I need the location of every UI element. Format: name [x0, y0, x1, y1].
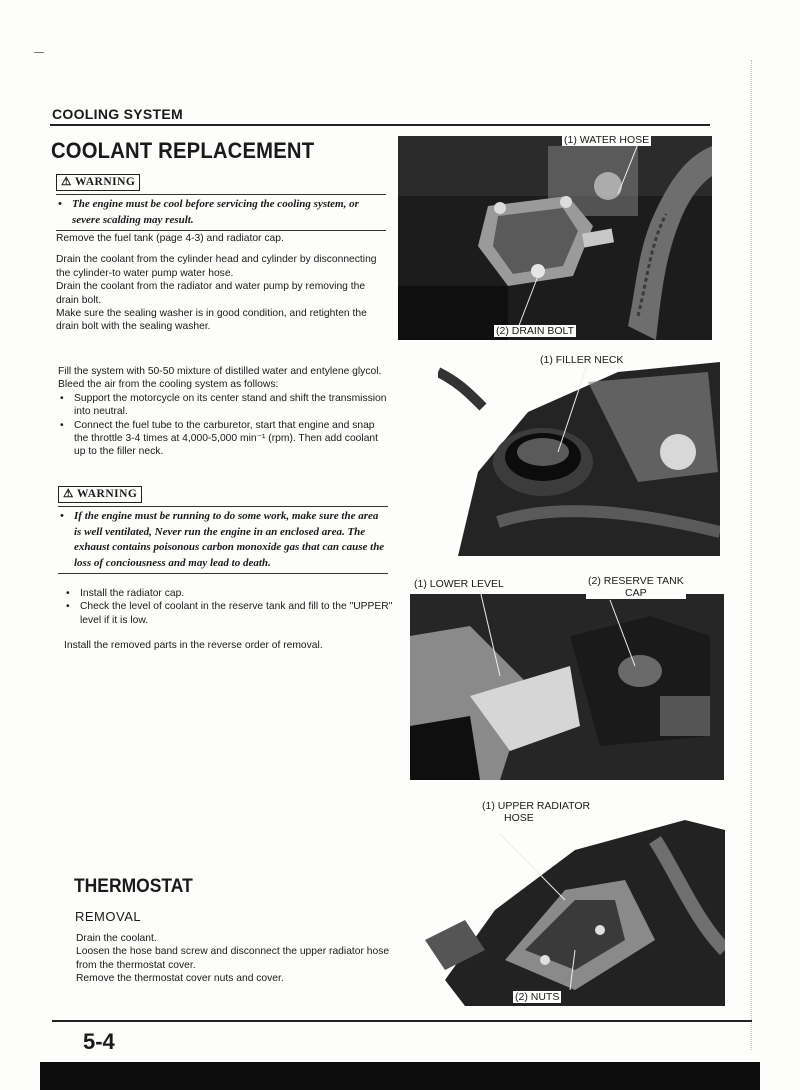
thermo-step-3: Remove the thermostat cover nuts and cover. — [76, 973, 284, 985]
photo-1-image — [398, 136, 712, 340]
warning-label-text: WARNING — [74, 176, 136, 188]
after-fill-steps — [64, 587, 396, 657]
warning-rule-bottom-2 — [58, 573, 388, 574]
warning-label-text-2: WARNING — [76, 488, 138, 500]
step-remove-tank: Remove the fuel tank (page 4-3) and radiator cap. — [56, 233, 284, 244]
callout-reserve-tank-cap — [586, 576, 686, 599]
photo-reserve-tank — [410, 576, 724, 780]
bleed-step-2: • Connect the fuel tube to the carburetor, start that engine and snap the throttle 3-4 times at 4,000-5,000 min⁻¹ (rpm). Then add coolant up to the filler neck. — [58, 419, 388, 459]
thermostat-title: THERMOSTAT — [74, 876, 193, 897]
coolant-steps — [56, 232, 384, 334]
warning-box-2 — [58, 484, 388, 574]
callout-water-hose: (1) WATER HOSE — [564, 136, 650, 146]
warning-rule-top-2 — [58, 506, 388, 507]
warning-text-list-2 — [58, 509, 388, 571]
callout-filler-neck: (1) FILLER NECK — [540, 354, 624, 366]
after-steps-list — [64, 587, 396, 627]
photo-2-image — [438, 352, 720, 556]
warning-label: ⚠ WARNING — [56, 174, 140, 191]
callout-upper-radiator-line2: HOSE — [504, 812, 534, 824]
thermo-step-2: Loosen the hose band screw and disconnect the upper radiator hose from the thermostat cover. — [76, 946, 390, 971]
callout-upper-radiator-hose — [480, 800, 592, 824]
thermo-step-1: Drain the coolant. — [76, 933, 157, 944]
callout-lower-level: (1) LOWER LEVEL — [414, 578, 504, 590]
step-drain-head: Drain the coolant from the cylinder head and cylinder by disconnecting the cylinder-to water pump water hose. — [56, 254, 377, 279]
photo-water-hose — [398, 136, 712, 340]
callout-reserve-tank-line2: CAP — [625, 587, 647, 599]
margin-mark — [34, 52, 44, 53]
final-step: Install the removed parts in the reverse order of removal. — [64, 640, 323, 652]
bleed-steps — [58, 392, 388, 459]
thermostat-steps — [76, 932, 406, 986]
photo-upper-radiator-hose — [425, 800, 725, 1006]
check-level-step: • Check the level of coolant in the reserve tank and fill to the "UPPER" level if it is low. — [64, 600, 396, 627]
warning-text-list — [56, 197, 386, 228]
warning-rule-bottom — [56, 230, 386, 231]
install-cap-step: • Install the radiator cap. — [64, 587, 396, 600]
callout-drain-bolt: (2) DRAIN BOLT — [496, 325, 574, 337]
callout-upper-radiator-line1: (1) UPPER RADIATOR — [482, 800, 591, 812]
step-sealing-washer: Make sure the sealing washer is in good condition, and retighten the drain bolt with the sealing washer. — [56, 308, 367, 333]
warning-rule-top — [56, 194, 386, 195]
warning-label-2: ⚠ WARNING — [58, 486, 142, 503]
callout-nuts: (2) NUTS — [515, 991, 560, 1003]
binding-edge — [751, 60, 753, 1050]
photo-filler-neck — [438, 352, 720, 556]
fill-section — [58, 365, 388, 459]
warning-box-1 — [56, 172, 386, 231]
fill-line-2: Bleed the air from the cooling system as follows: — [58, 379, 279, 391]
page-number: 5-4 — [83, 1029, 115, 1054]
footer-rule — [52, 1020, 752, 1022]
warning-text-2: • If the engine must be running to do some work, make sure the area is well ventilated, Never run the engine in an enclosed area. The exhaust contains poisonous carbon monoxide gas that can cause the loss of conciousness and may lead to death. — [58, 509, 388, 571]
callout-reserve-tank-line1: (2) RESERVE TANK — [588, 576, 684, 587]
fill-line-1: Fill the system with 50-50 mixture of distilled water and entylene glycol. — [58, 366, 382, 377]
warning-text: • The engine must be cool before servicing the cooling system, or severe scalding may result. — [56, 197, 386, 228]
photo-4-image — [425, 800, 725, 1006]
page-title: COOLANT REPLACEMENT — [51, 138, 315, 163]
header-rule — [50, 124, 710, 126]
bleed-step-1: • Support the motorcycle on its center stand and shift the transmission into neutral. — [58, 392, 388, 419]
section-header: COOLING SYSTEM — [52, 106, 183, 122]
removal-subhead: REMOVAL — [75, 909, 142, 924]
photo-3-image — [410, 576, 724, 780]
scan-edge-bar — [40, 1062, 760, 1090]
step-drain-radiator: Drain the coolant from the radiator and water pump by removing the drain bolt. — [56, 281, 366, 306]
